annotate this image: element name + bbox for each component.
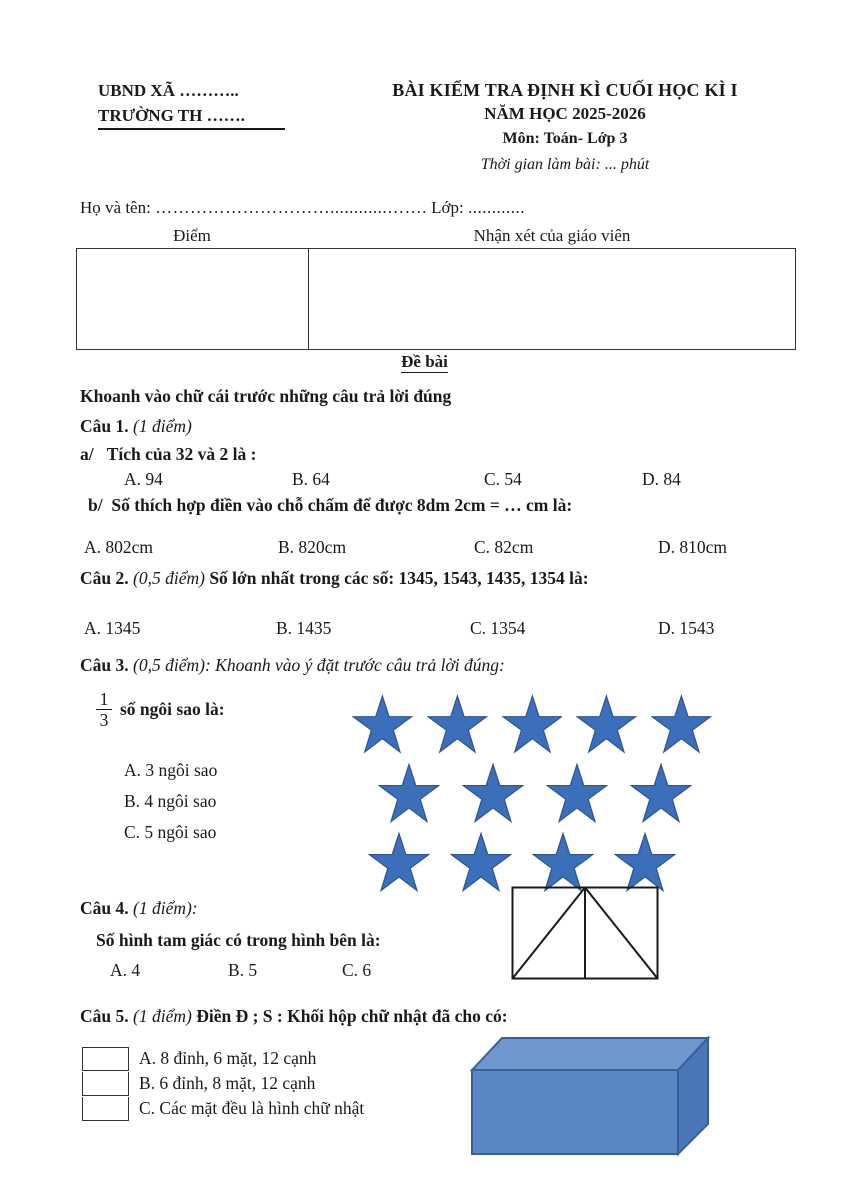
- de-bai-heading: Đề bài: [401, 352, 448, 371]
- answer-box-c[interactable]: [82, 1097, 129, 1121]
- option-c[interactable]: C. 6: [342, 960, 372, 980]
- option-c[interactable]: C. 82cm: [474, 537, 534, 557]
- question-2-points: (0,5 điểm): [133, 568, 205, 588]
- star-icon: [502, 694, 563, 754]
- question-1a-label: a/: [80, 444, 94, 464]
- document-header: [0, 78, 849, 188]
- exam-title: BÀI KIỂM TRA ĐỊNH KÌ CUỐI HỌC KÌ I: [392, 80, 738, 100]
- answer-box-b[interactable]: [82, 1072, 129, 1096]
- question-4-options: [80, 960, 500, 984]
- question-1-points: (1 điểm): [133, 416, 192, 436]
- star-figure: [352, 694, 712, 901]
- school-line-1: UBND XÃ ………..: [98, 81, 239, 100]
- class-label: Lớp:: [431, 198, 464, 217]
- question-5: [80, 1006, 508, 1027]
- question-3-label: Câu 3.: [80, 655, 129, 675]
- star-icon: [427, 694, 488, 754]
- option-d[interactable]: D. 84: [642, 469, 681, 489]
- subject-grade: Môn: Toán- Lớp 3: [502, 130, 628, 147]
- option-a[interactable]: A. 3 ngôi sao: [124, 760, 218, 780]
- option-b[interactable]: B. 820cm: [278, 537, 347, 557]
- question-1b-label: b/: [88, 495, 103, 515]
- question-4-label: Câu 4.: [80, 898, 129, 918]
- question-1a-text: [80, 444, 256, 465]
- class-blank[interactable]: ............: [467, 198, 525, 217]
- option-c[interactable]: C. 5 ngôi sao: [124, 822, 217, 842]
- score-column-header: Điểm: [173, 226, 211, 245]
- question-1: [80, 416, 192, 437]
- star-icon: [352, 694, 413, 754]
- star-row: [352, 832, 712, 892]
- score-cell[interactable]: [77, 249, 309, 349]
- exam-duration: Thời gian làm bài: ... phút: [480, 156, 650, 173]
- star-icon: [368, 832, 430, 892]
- star-icon: [576, 694, 637, 754]
- question-4: [80, 898, 198, 919]
- star-icon: [532, 832, 594, 892]
- list-item: [82, 1071, 364, 1096]
- question-3-text: : Khoanh vào ý đặt trước câu trả lời đúng:: [204, 655, 505, 675]
- comment-cell[interactable]: [309, 249, 795, 349]
- fraction-numerator: 1: [99, 689, 109, 709]
- star-icon: [450, 832, 512, 892]
- list-item: [82, 1096, 364, 1121]
- question-3-points: (0,5 điểm): [133, 655, 205, 675]
- question-5-label: Câu 5.: [80, 1006, 129, 1026]
- option-a[interactable]: A. 1345: [84, 618, 141, 638]
- question-4-points: (1 điểm):: [133, 898, 198, 918]
- question-1b-body: Số thích hợp điền vào chỗ chấm để được 8dm 2cm = … cm là:: [111, 495, 573, 515]
- option-b[interactable]: B. 1435: [276, 618, 332, 638]
- option-a[interactable]: A. 94: [124, 469, 163, 489]
- name-blank[interactable]: …………………………............…….: [155, 198, 427, 217]
- item-b-label: B. 6 đỉnh, 8 mặt, 12 cạnh: [139, 1073, 316, 1093]
- cuboid-figure: [470, 1036, 710, 1156]
- question-5-items: [82, 1046, 364, 1121]
- star-icon: [630, 763, 692, 823]
- triangle-figure: [511, 886, 659, 980]
- option-c[interactable]: C. 1354: [470, 618, 526, 638]
- comment-column-header: Nhận xét của giáo viên: [473, 226, 631, 245]
- star-row: [352, 763, 712, 823]
- question-1b-options: [80, 537, 780, 561]
- answer-box-a[interactable]: [82, 1047, 129, 1071]
- instruction-text: Khoanh vào chữ cái trước những câu trả lời đúng: [80, 386, 452, 406]
- option-d[interactable]: D. 1543: [658, 618, 715, 638]
- item-a-label: A. 8 đỉnh, 6 mặt, 12 cạnh: [139, 1048, 317, 1068]
- option-a[interactable]: A. 802cm: [84, 537, 154, 557]
- star-icon: [614, 832, 676, 892]
- question-1a-body: Tích của 32 và 2 là :: [106, 444, 257, 464]
- fraction-expression: [96, 690, 225, 729]
- option-b[interactable]: B. 64: [292, 469, 330, 489]
- question-5-text: Điền Đ ; S : Khối hộp chữ nhật đã cho có:: [196, 1006, 508, 1026]
- star-icon: [651, 694, 712, 754]
- star-icon: [462, 763, 524, 823]
- question-3-options: [124, 755, 217, 848]
- question-1b-text: [88, 495, 572, 516]
- star-icon: [378, 763, 440, 823]
- fraction-denominator: 3: [99, 710, 109, 730]
- fraction-text: số ngôi sao là:: [120, 699, 225, 719]
- option-b[interactable]: B. 5: [228, 960, 258, 980]
- question-2-text: Số lớn nhất trong các số: 1345, 1543, 1435, 1354 là:: [209, 568, 589, 588]
- option-d[interactable]: D. 810cm: [658, 537, 728, 557]
- question-4-text: Số hình tam giác có trong hình bên là:: [96, 930, 381, 950]
- school-line-2: TRƯỜNG TH …….: [98, 103, 285, 130]
- star-row: [352, 694, 712, 754]
- star-icon: [546, 763, 608, 823]
- student-name-line: [80, 198, 780, 218]
- question-5-points: (1 điểm): [133, 1006, 192, 1026]
- option-c[interactable]: C. 54: [484, 469, 522, 489]
- school-block: [98, 78, 328, 130]
- question-2-options: [80, 618, 780, 642]
- fraction: [96, 690, 112, 729]
- school-year: NĂM HỌC 2025-2026: [484, 104, 646, 123]
- question-2: [80, 568, 589, 589]
- list-item: [82, 1046, 364, 1071]
- question-1a-options: [80, 469, 780, 493]
- question-3: [80, 655, 505, 676]
- option-a[interactable]: A. 4: [110, 960, 141, 980]
- question-1-label: Câu 1.: [80, 416, 129, 436]
- name-label: Họ và tên:: [80, 198, 151, 217]
- question-2-label: Câu 2.: [80, 568, 129, 588]
- score-table: [76, 226, 796, 350]
- option-b[interactable]: B. 4 ngôi sao: [124, 791, 217, 811]
- item-c-label: C. Các mặt đều là hình chữ nhật: [139, 1098, 365, 1118]
- title-block: [330, 78, 800, 178]
